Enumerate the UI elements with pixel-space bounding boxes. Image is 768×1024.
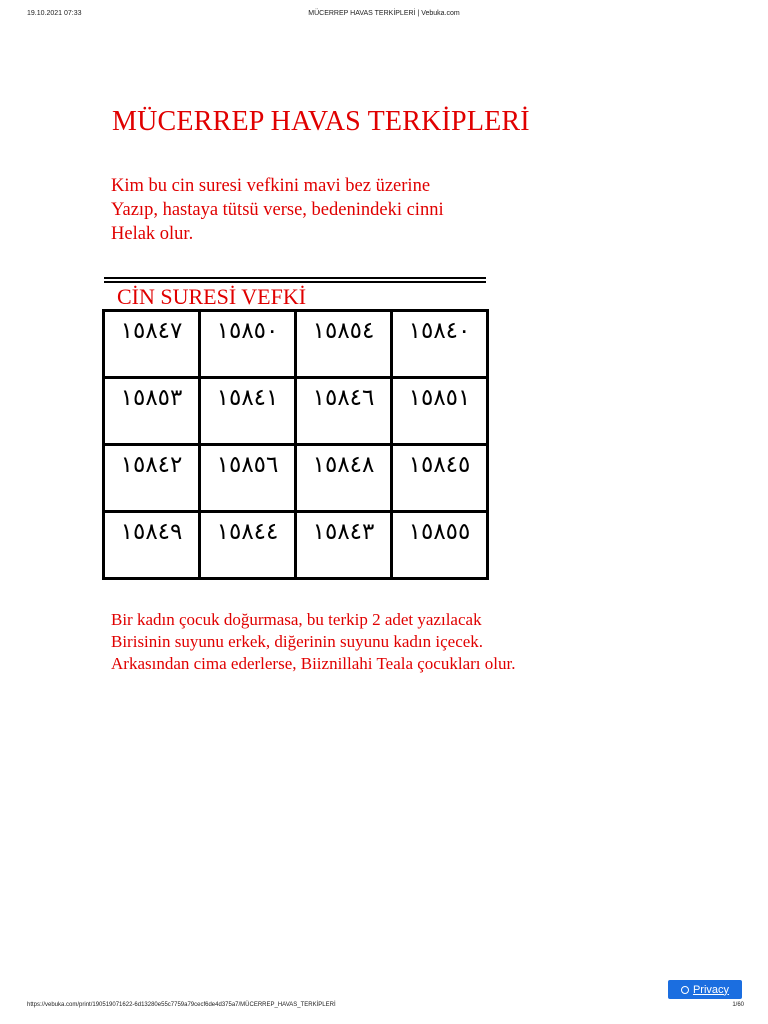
vefk-table (102, 309, 489, 580)
table-cell: ١٥٨٤٠ (392, 311, 488, 378)
divider-rule (104, 277, 486, 279)
table-row (104, 311, 488, 378)
intro-line: Helak olur. (111, 224, 194, 244)
page-number: 1/60 (732, 1002, 744, 1008)
document-title: MÜCERREP HAVAS TERKİPLERİ (112, 106, 530, 137)
table-cell: ١٥٨٤٧ (104, 311, 200, 378)
intro-paragraph (111, 174, 444, 246)
second-paragraph (111, 609, 515, 675)
table-cell: ١٥٨٥٦ (200, 445, 296, 512)
table-title: CİN SURESİ VEFKİ (117, 284, 307, 309)
print-header (0, 10, 768, 22)
table-cell: ١٥٨٥٠ (200, 311, 296, 378)
paragraph-line: Birisinin suyunu erkek, diğerinin suyunu kadın içecek. (111, 632, 484, 651)
paragraph-line: Bir kadın çocuk doğurmasa, bu terkip 2 adet yazılacak (111, 610, 482, 629)
table-cell: ١٥٨٤٨ (296, 445, 392, 512)
table-row (104, 512, 488, 579)
privacy-label: Privacy (692, 983, 730, 996)
print-title: MÜCERREP HAVAS TERKİPLERİ | Vebuka.com (308, 10, 460, 17)
table-cell: ١٥٨٤٩ (104, 512, 200, 579)
print-date: 19.10.2021 07:33 (27, 10, 82, 17)
table-cell: ١٥٨٥١ (392, 378, 488, 445)
table-cell: ١٥٨٤٤ (200, 512, 296, 579)
table-cell: ١٥٨٤٣ (296, 512, 392, 579)
divider-rule (104, 281, 486, 283)
print-footer (0, 1002, 768, 1014)
intro-line: Yazıp, hastaya tütsü verse, bedenindeki cinni (111, 200, 444, 220)
table-cell: ١٥٨٤٦ (296, 378, 392, 445)
table-cell: ١٥٨٤١ (200, 378, 296, 445)
table-cell: ١٥٨٥٤ (296, 311, 392, 378)
table-cell: ١٥٨٤٥ (392, 445, 488, 512)
table-row (104, 378, 488, 445)
paragraph-line: Arkasından cima ederlerse, Biiznillahi Teala çocukları olur. (111, 654, 516, 673)
print-url: https://vebuka.com/print/190519071622-6d13280e55c7759a79cecf6de4d375a7/MÜCERREP_HAVAS_TERKİPLERİ (27, 1002, 336, 1008)
gear-icon (681, 986, 689, 994)
intro-line: Kim bu cin suresi vefkini mavi bez üzerine (111, 176, 431, 196)
table-row (104, 445, 488, 512)
table-cell: ١٥٨٥٣ (104, 378, 200, 445)
table-cell: ١٥٨٥٥ (392, 512, 488, 579)
table-cell: ١٥٨٤٢ (104, 445, 200, 512)
privacy-button[interactable] (668, 980, 742, 999)
